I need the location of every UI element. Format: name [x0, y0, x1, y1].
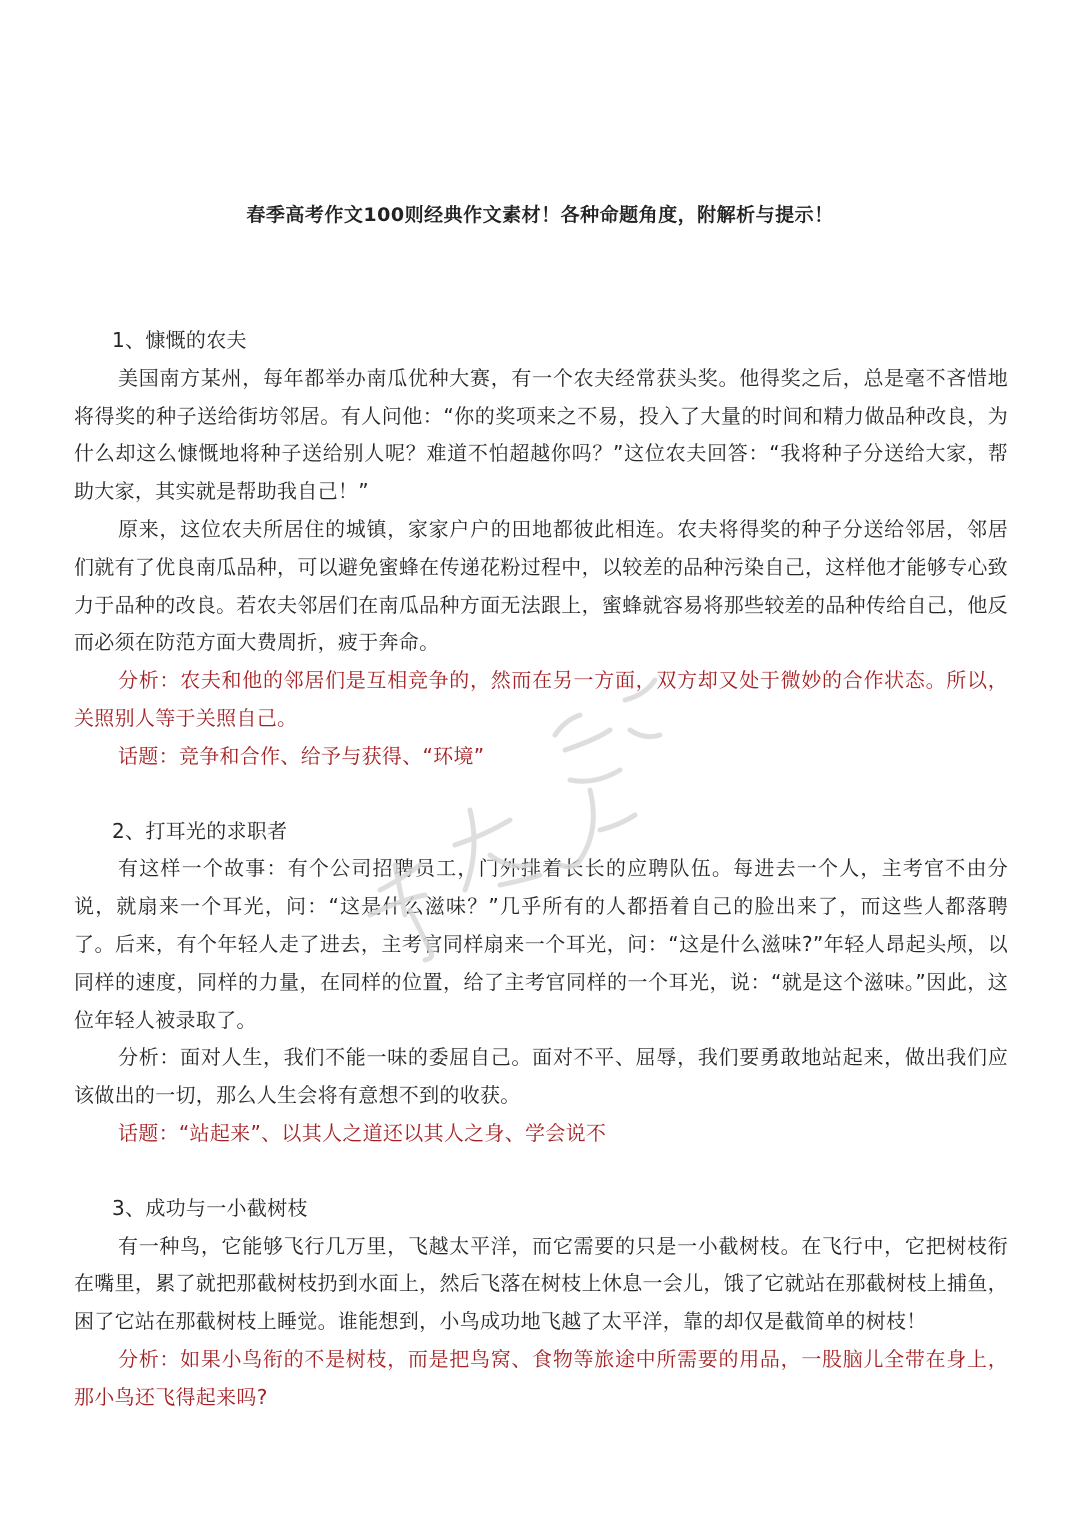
- section-spacer: [74, 776, 1008, 813]
- section-3-analysis: 分析：如果小鸟衔的不是树枝，而是把鸟窝、食物等旅途中所需要的用品，一股脑儿全带在身上，那小鸟还飞得起来吗?: [74, 1346, 1008, 1409]
- section-2-paragraph-1: 有这样一个故事：有个公司招聘员工，门外排着长长的应聘队伍。每进去一个人，主考官不由分说，就扇来一个耳光，问：“这是什么滋味？”几乎所有的人都捂着自己的脸出来了，而这些人都落聘了。后来，有个年轻人走了进去，主考官同样扇来一个耳光，问：“这是什么滋味?”年轻人昂起头颅，以同样的速度，同样的力量，在同样的位置，给了主考官同样的一个耳光，说：“就是这个滋味。”因此，这位年轻人被录取了。: [74, 856, 1008, 1032]
- section-1-paragraph-2: 原来，这位农夫所居住的城镇，家家户户的田地都彼此相连。农夫将得奖的种子分送给邻居，邻居们就有了优良南瓜品种，可以避免蜜蜂在传递花粉过程中，以较差的品种污染自己，这样他才能够专心致力于品种的改良。若农夫邻居们在南瓜品种方面无法跟上，蜜蜂就容易将那些较差的品种传给自己，他反而必须在防范方面大费周折，疲于奔命。: [74, 516, 1008, 655]
- document-body: [74, 322, 1008, 1417]
- section-1-paragraph-1: 美国南方某州，每年都举办南瓜优种大赛，有一个农夫经常获头奖。他得奖之后，总是毫不吝惜地将得奖的种子送给街坊邻居。有人问他：“你的奖项来之不易，投入了大量的时间和精力做品种改良，为什么却这么慷慨地将种子送给别人呢？难道不怕超越你吗？”这位农夫回答：“我将种子分送给大家，帮助大家，其实就是帮助我自己！”: [74, 365, 1008, 504]
- section-heading-1: 1、慷慨的农夫: [112, 328, 247, 352]
- section-3-paragraph-1: 有一种鸟，它能够飞行几万里，飞越太平洋，而它需要的只是一小截树枝。在飞行中，它把树枝衔在嘴里，累了就把那截树枝扔到水面上，然后飞落在树枝上休息一会儿，饿了它就站在那截树枝上捕鱼，困了它站在那截树枝上睡觉。谁能想到，小鸟成功地飞越了太平洋，靠的却仅是截简单的树枝！: [74, 1233, 1008, 1334]
- section-spacer: [74, 1153, 1008, 1190]
- section-2-analysis: 分析：面对人生，我们不能一味的委屈自己。面对不平、屈辱，我们要勇敢地站起来，做出我们应该做出的一切，那么人生会将有意想不到的收获。: [74, 1045, 1008, 1108]
- section-1-topic: 话题：竞争和合作、给予与获得、“环境”: [118, 743, 485, 768]
- section-1-analysis: 分析：农夫和他的邻居们是互相竞争的，然而在另一方面，双方却又处于微妙的合作状态。所以，关照别人等于关照自己。: [74, 668, 1008, 730]
- section-heading-2: 2、打耳光的求职者: [112, 818, 288, 843]
- section-2-topic: 话题：“站起来”、以其人之道还以其人之身、学会说不: [118, 1120, 607, 1145]
- section-heading-3: 3、成功与一小截树枝: [112, 1195, 308, 1220]
- document-title: 春季高考作文100则经典作文素材！各种命题角度，附解析与提示！: [246, 204, 834, 226]
